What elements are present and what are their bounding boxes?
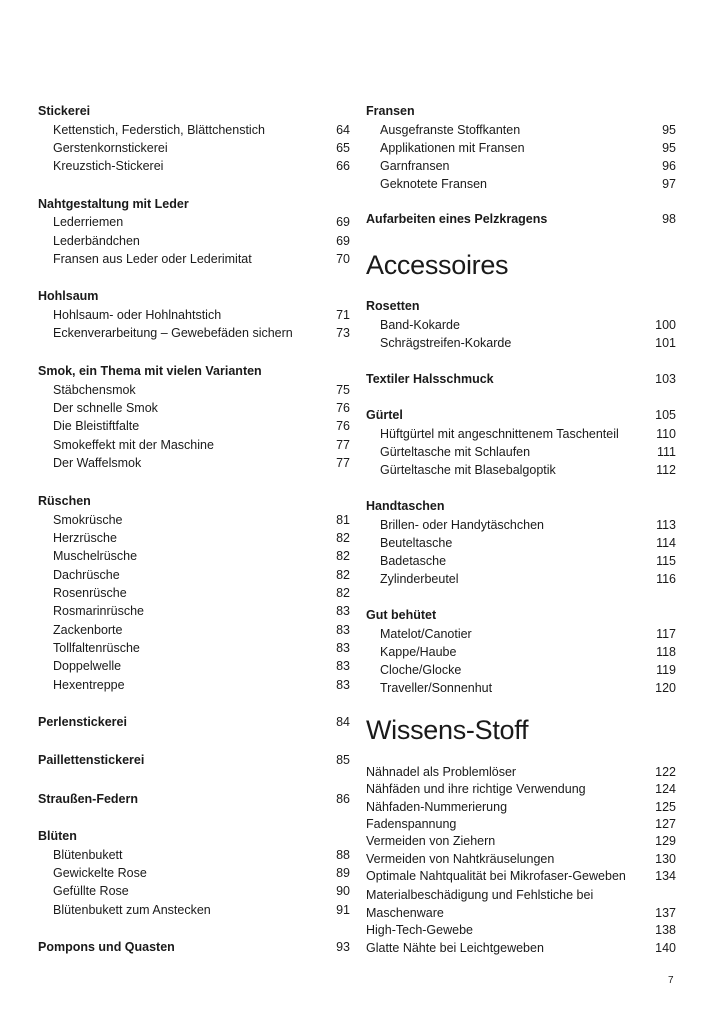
table-of-contents: Stickerei Kettenstich, Federstich, Blättchenstich 64 Gerstenkornstickerei 65 Kreuzstich-Stickerei 66 Nahtgestaltung mit Leder Lederriemen 69 Lederbändchen 69 Fransen aus Leder oder Lederimitat 70 Hohlsaum Hohlsaum- oder Hohlnahtstich 71 Eckenverarbeitung – Gewebefäden sichern 73 Smok, ein Thema mit vielen Varianten Stäbchensmok 75 Der schnelle Smok 76 Die Bleistiftfalte 76 Smokeffekt mit der Maschine 77 Der Waffelsmok 77 Rüschen Smokrüsche 81 Herzrüsche 82 Muschelrüsche 82 Dachrüsche 82 Rosenrüsche 82 Rosmarinrüsche 83 Zackenborte 83 Tollfaltenrüsche 83 Doppelwelle 83 Hexentreppe 83 Perlenstickerei 84 Paillettenstickerei 85 Straußen-Federn 86 Blüten Blütenbukett 88 Gewickelte Rose 89 Gefüllte Rose 90 Blütenbukett zum Anstecken 91 Pompons und Quasten 93 Fransen Ausgefranste Stoffkanten 95 Applikationen mit Fransen 95 Garnfransen 96 Geknotete Fransen 97 Aufarbeiten eines Pelzkragens 98 Accessoires Rosetten Band-Kokarde 100 Schrägstreifen-Kokarde 101 Textiler Halsschmuck 103 Gürtel 105 Hüftgürtel mit angeschnittenem Taschenteil 110 Gürteltasche mit Schlaufen 111 Gürteltasche mit Blasebalgoptik 112 Handtaschen Brillen- oder Handytäschchen 113 Beuteltasche 114 Badetasche 115 Zylinderbeutel 116 Gut behütet Matelot/Canotier 117 Kappe/Haube 118 Cloche/Glocke 119 Traveller/Sonnenhut 120 Wissens-Stoff Nähnadel als Problemlöser 122 Nähfäden und ihre richtige Verwendung 124 Nähfaden-Nummerierung 125 Fadenspannung 127 Vermeiden von Ziehern 129 Vermeiden von Nahtkräuselungen 130 Optimale Nahtqualität bei Mikrofaser-Geweben 134 Materialbeschädigung und Fehlstiche bei Maschenware 137 High-Tech-Gewebe 138 Glatte Nähte bei Leichtgeweben 140 7 [38, 104, 676, 986]
page-number: 7 [668, 975, 674, 986]
chapter-title-accessoires: Accessoires [366, 250, 509, 280]
chapter-title-wissens-stoff: Wissens-Stoff [366, 715, 529, 745]
